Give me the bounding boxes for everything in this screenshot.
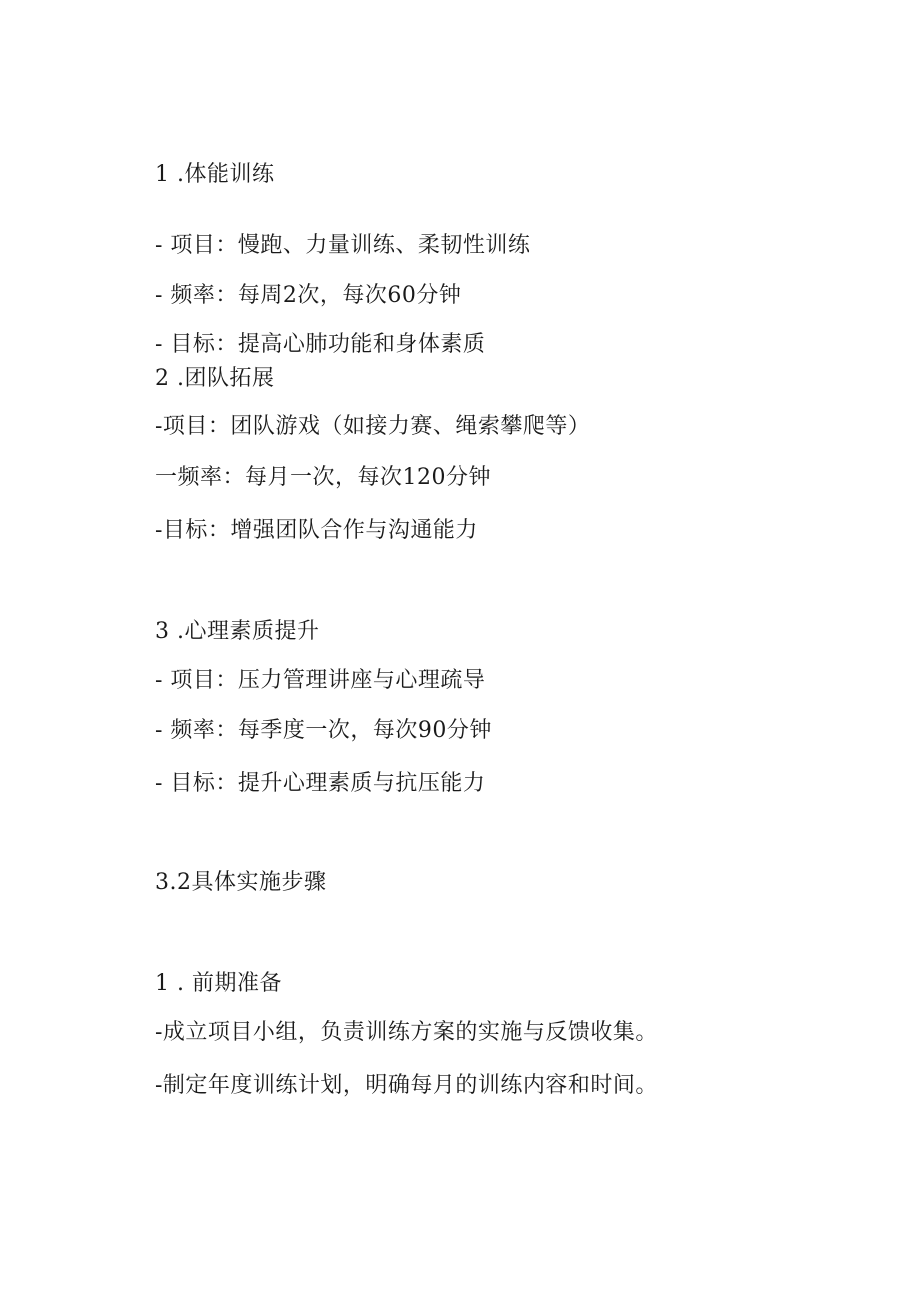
list-item-prep-team: -成立项目小组，负责训练方案的实施与反馈收集。 bbox=[155, 1020, 658, 1045]
list-item-team-frequency: 一频率：每月一次，每次120分钟 bbox=[155, 465, 491, 490]
list-item-fitness-items: - 项目：慢跑、力量训练、柔韧性训练 bbox=[155, 233, 531, 258]
section-heading-fitness: 1 .体能训练 bbox=[155, 162, 275, 187]
list-item-psych-frequency: - 频率：每季度一次，每次90分钟 bbox=[155, 718, 492, 743]
list-item-psych-items: - 项目：压力管理讲座与心理疏导 bbox=[155, 668, 486, 693]
list-item-fitness-goal: - 目标：提高心肺功能和身体素质 bbox=[155, 332, 486, 357]
section-heading-psych: 3 .心理素质提升 bbox=[155, 619, 320, 644]
list-item-fitness-frequency: - 频率：每周2次，每次60分钟 bbox=[155, 283, 462, 308]
list-item-team-goal: -目标：增强团队合作与沟通能力 bbox=[155, 518, 478, 543]
list-item-psych-goal: - 目标：提升心理素质与抗压能力 bbox=[155, 771, 486, 796]
subsection-heading: 3.2具体实施步骤 bbox=[155, 870, 327, 895]
section-heading-team: 2 .团队拓展 bbox=[155, 366, 275, 391]
list-item-team-items: -项目：团队游戏（如接力赛、绳索攀爬等） bbox=[155, 414, 591, 439]
list-item-prep-plan: -制定年度训练计划，明确每月的训练内容和时间。 bbox=[155, 1073, 658, 1098]
section-heading-prep: 1 . 前期准备 bbox=[155, 971, 282, 996]
